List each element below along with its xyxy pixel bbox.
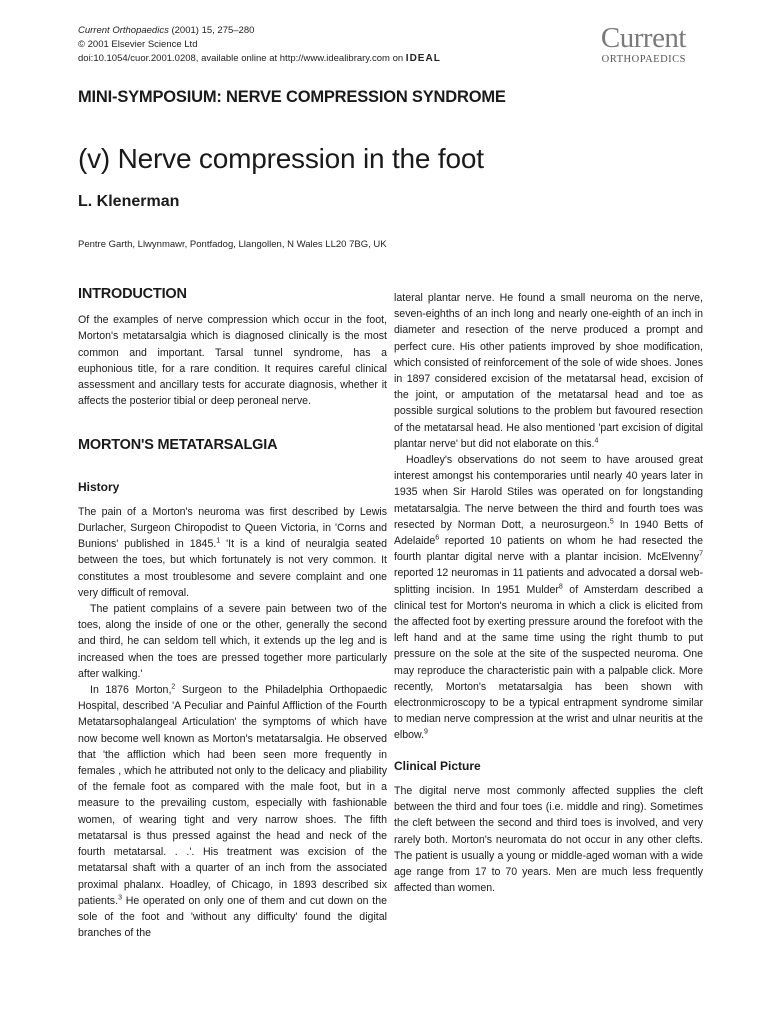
journal-logo bbox=[601, 24, 686, 65]
ideal-logo: IDEAL bbox=[405, 53, 441, 64]
logo-current: Current bbox=[600, 22, 686, 54]
copyright-line: © 2001 Elsevier Science Ltd bbox=[78, 39, 198, 50]
citation-ref-7: 7 bbox=[699, 550, 703, 558]
citation-ref-8: 8 bbox=[558, 583, 563, 591]
right-column bbox=[394, 290, 703, 896]
history-paragraph-3: In 1876 Morton,$^2$ Surgeon to the Philadelphia Orthopaedic Hospital, described 'A Peculiar and Painful Affliction of the Fourth Metatarsophalangeal Articulation' the symptoms of which have now become well known as Morton's metatarsalgia. He observed that 'the affliction which had been seen more frequently in females , which he attributed not only to the delicacy and pliability of the female foot as compared with the male foot, but in a measure to the prevailing custom, especially with fashionable women, of wearing tight and very narrow shoes. The fifth metatarsal is thus pressed against the head and neck of the fourth metatarsal. . .'. His treatment was excision of the metatarsal shaft with a quarter of an inch from the associated proximal phalanx. Hoadley, of Chicago, in 1893 described six patients.$^3$ He operated on only one of them and cut down on the sole of the foot and 'without any difficulty' found the digital branches of the bbox=[78, 683, 388, 940]
clinical-paragraph: The digital nerve most commonly affected supplies the cleft between the third and four toes (i.e. middle and ring). Sometimes the cleft between the second and third toes is involved, and very rarely both. Morton's neuromata do not occur in any other clefts. The patient is usually a young or middle-aged woman with a wide age range from 17 to 70 years. Men are much less frequently affected than women. bbox=[394, 784, 703, 895]
logo-orthopaedics: ORTHOPAEDICS bbox=[601, 54, 686, 65]
history-paragraph-5: Hoadley's observations do not seem to have aroused great interest amongst his contemporaries until nearly 40 years later in 1935 when Sir Harold Stiles was operated on for longstanding metatarsalgia. The nerve between the third and fourth toes was resected by Norman Dott, a neurosurgeon.$^5$ In 1940 Betts of Adelaide$^6$ reported 10 patients on whom he had resected the fourth plantar digital nerve with a plantar incision. McElvenny$^7$ reported 12 neuromas in 11 patients and advocated a dorsal web-splitting incision. In 1951 Mulder$^8$ of Amsterdam described a clinical test for Morton's neuroma in which a click is elicited from the affected foot by exerting pressure around the forefoot with the left hand and at the same time using the right thumb to put pressure on the sole at the site of the suspected neuroma. One may reproduce the characteristic pain with a palpable click. More recently, Morton's metatarsalgia has been shown with electronmicroscopy to be a typical entrapment syndrome similar to median nerve compression at the wrist and ulnar neuritis at the elbow.$^9$ bbox=[394, 454, 703, 742]
history-paragraph-1: The pain of a Morton's neuroma was first described by Lewis Durlacher, Surgeon Chiropodist to Queen Victoria, in 'Corns and Bunions' published in 1845.$^1$ 'It is a kind of neuralgia seated between the toes, but which fortunately is not very common. It constitutes a most troublesome and severe complaint and one very difficult of removal. bbox=[78, 505, 388, 599]
citation-ref-3: 3 bbox=[118, 894, 122, 902]
citation-ref-6: 6 bbox=[435, 534, 440, 542]
journal-name: Current Orthopaedics bbox=[78, 25, 169, 36]
doi-line: doi:10.1054/cuor.2001.0208, available online at http://www.idealibrary.com on IDEAL bbox=[78, 53, 441, 64]
introduction-paragraph: Of the examples of nerve compression which occur in the foot, Morton's metatarsalgia which is diagnosed clinically is the most common and important. Tarsal tunnel syndrome, has a euphonious title, for a rare condition. It requires careful clinical assessment and ancillary tests for accurate diagnosis, whether it affects the posterior tibial or deep peroneal nerve. bbox=[78, 314, 387, 408]
history-heading: History bbox=[78, 479, 120, 494]
citation-ref-9: 9 bbox=[424, 728, 428, 736]
journal-citation: Current Orthopaedics (2001) 15, 275–280 bbox=[78, 25, 255, 36]
author-affiliation: Pentre Garth, Llwynmawr, Pontfadog, Llangollen, N Wales LL20 7BG, UK bbox=[78, 239, 387, 250]
left-column bbox=[78, 286, 387, 941]
introduction-heading: INTRODUCTION bbox=[78, 286, 187, 302]
author-name: L. Klenerman bbox=[78, 193, 180, 210]
citation-ref-2: 2 bbox=[171, 683, 176, 691]
citation-ref-1: 1 bbox=[216, 537, 221, 545]
citation-ref-4: 4 bbox=[594, 437, 599, 445]
symposium-heading: MINI-SYMPOSIUM: NERVE COMPRESSION SYNDROME bbox=[78, 88, 506, 106]
history-paragraph-2: The patient complains of a severe pain between two of the toes, along the inside of one or the other, generally the second and third, he can seldom tell which, it extends up the leg and is increased when the toes are pressed together more particularly after walking.' bbox=[78, 603, 387, 680]
clinical-picture-heading: Clinical Picture bbox=[394, 758, 481, 773]
article-title: (v) Nerve compression in the foot bbox=[78, 143, 484, 174]
journal-header bbox=[78, 24, 441, 66]
history-paragraph-4: lateral plantar nerve. He found a small neuroma on the nerve, seven-eighths of an inch long and nearly one-eighth of an inch in diameter and resection of the nerve produced a prompt and perfect cure. His other patients improved by shoe modification, which consisted of reinforcement of the sole of wide shoes. Jones in 1897 considered excision of the metatarsal head, excision of the joint, or amputation of the metatarsal head and toe as possible surgical solutions to the problem but favoured resection of the metatarsal head. He also mentioned 'part excision of digital plantar nerve' but did not elaborate on this.$^4$ bbox=[394, 292, 703, 450]
citation-ref-5: 5 bbox=[609, 518, 614, 526]
morton-heading: MORTON'S METATARSALGIA bbox=[78, 437, 278, 454]
